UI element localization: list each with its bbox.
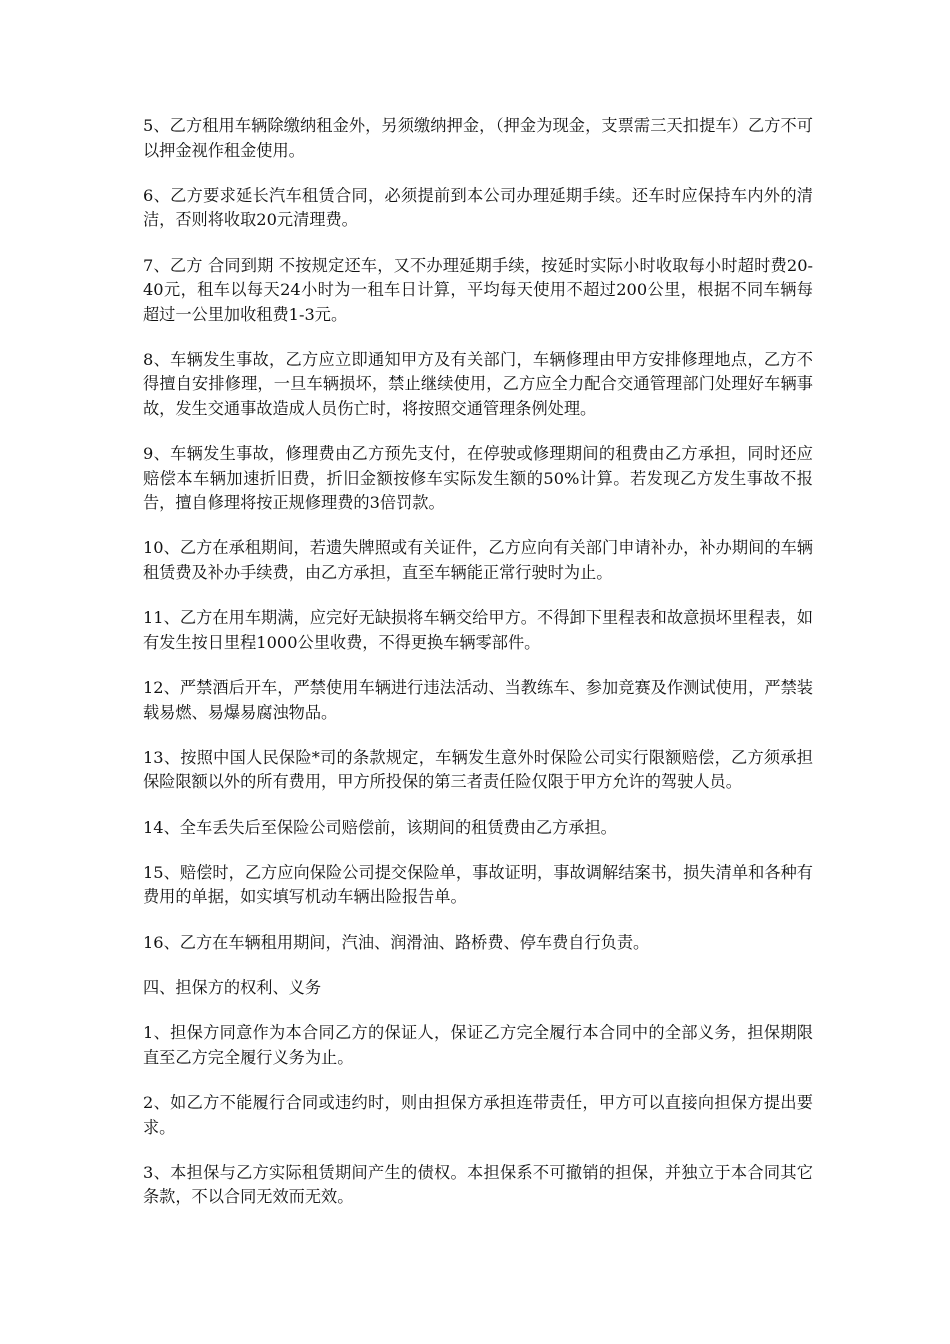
clause-5: 5、乙方租用车辆除缴纳租金外，另须缴纳押金，（押金为现金，支票需三天扣提车）乙方不可以押金视作租金使用。 xyxy=(143,116,813,160)
guarantor-clause-3: 3、本担保与乙方实际租赁期间产生的债权。本担保系不可撤销的担保，并独立于本合同其它条款，不以合同无效而无效。 xyxy=(143,1162,813,1207)
clause-14: 14、全车丢失后至保险公司赔偿前，该期间的租赁费由乙方承担。 xyxy=(143,817,617,837)
guarantor-clause-2: 2、如乙方不能履行合同或违约时，则由担保方承担连带责任，甲方可以直接向担保方提出要求。 xyxy=(143,1093,813,1137)
clause-9: 9、车辆发生事故，修理费由乙方预先支付，在停驶或修理期间的租费由乙方承担，同时还应赔偿本车辆加速折旧费，折旧金额按修车实际发生额的50%计算。若发现乙方发生事故不报告，擅自修理将按正规修理费的3倍罚款。 xyxy=(143,444,813,513)
clause-6: 6、乙方要求延长汽车租赁合同，必须提前到本公司办理延期手续。还车时应保持车内外的清洁，否则将收取20元清理费。 xyxy=(143,185,813,230)
clause-10: 10、乙方在承租期间，若遗失牌照或有关证件，乙方应向有关部门申请补办，补办期间的车辆租赁费及补办手续费，由乙方承担，直至车辆能正常行驶时为止。 xyxy=(143,538,813,582)
clause-15: 15、赔偿时，乙方应向保险公司提交保险单，事故证明，事故调解结案书，损失清单和各种有费用的单据，如实填写机动车辆出险报告单。 xyxy=(143,862,813,907)
clause-13: 13、按照中国人民保险*司的条款规定，车辆发生意外时保险公司实行限额赔偿，乙方须承担保险限额以外的所有费用，甲方所投保的第三者责任险仅限于甲方允许的驾驶人员。 xyxy=(143,747,813,792)
clause-16: 16、乙方在车辆租用期间，汽油、润滑油、路桥费、停车费自行负责。 xyxy=(143,932,650,952)
clause-8: 8、车辆发生事故，乙方应立即通知甲方及有关部门，车辆修理由甲方安排修理地点，乙方不得擅自安排修理，一旦车辆损坏，禁止继续使用，乙方应全力配合交通管理部门处理好车辆事故，发生交通事故造成人员伤亡时，将按照交通管理条例处理。 xyxy=(143,349,813,418)
clause-7: 7、乙方 合同到期 不按规定还车，又不办理延期手续，按延时实际小时收取每小时超时费20-40元，租车以每天24小时为一租车日计算，平均每天使用不超过200公里，根据不同车辆每超过一公里加收租费1-3元。 xyxy=(143,255,813,324)
guarantor-clause-1: 1、担保方同意作为本合同乙方的保证人，保证乙方完全履行本合同中的全部义务，担保期限直至乙方完全履行义务为止。 xyxy=(143,1023,813,1067)
clause-12: 12、严禁酒后开车，严禁使用车辆进行违法活动、当教练车、参加竞赛及作测试使用，严禁装载易燃、易爆易腐浊物品。 xyxy=(143,678,813,722)
clause-11: 11、乙方在用车期满，应完好无缺损将车辆交给甲方。不得卸下里程表和故意损坏里程表，如有发生按日里程1000公里收费，不得更换车辆零部件。 xyxy=(143,608,813,652)
section-heading-guarantor: 四、担保方的权利、义务 xyxy=(143,978,322,998)
document-body xyxy=(143,114,813,1231)
